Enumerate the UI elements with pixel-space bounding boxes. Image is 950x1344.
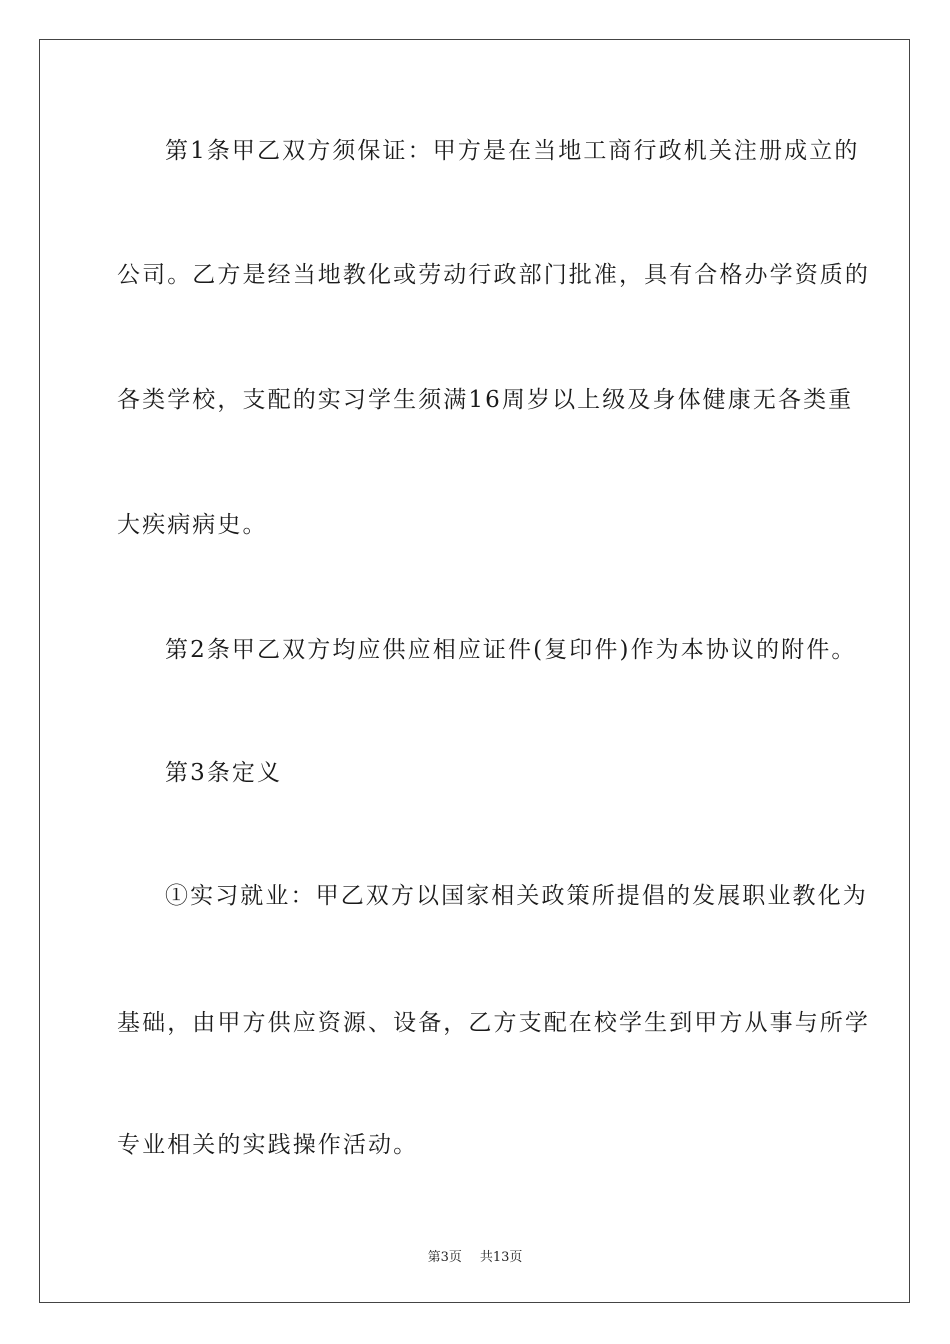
paragraph-line: 第1条甲乙双方须保证：甲方是在当地工商行政机关注册成立的 (165, 138, 860, 164)
paragraph-line: 基础，由甲方供应资源、设备，乙方支配在校学生到甲方从事与所学 (117, 1010, 870, 1036)
paragraph-line: 第2条甲乙双方均应供应相应证件(复印件)作为本协议的附件。 (165, 637, 857, 663)
section-heading: 第3条定义 (165, 760, 283, 786)
paragraph-line: 各类学校，支配的实习学生须满16周岁以上级及身体健康无各类重 (117, 387, 854, 413)
paragraph-line: ①实习就业：甲乙双方以国家相关政策所提倡的发展职业教化为 (165, 883, 868, 909)
page-total: 共13页 (479, 1250, 523, 1265)
page-border (39, 39, 910, 1303)
page-footer (0, 1246, 950, 1265)
paragraph-line: 专业相关的实践操作活动。 (117, 1132, 419, 1158)
page-number: 第3页 (427, 1250, 462, 1265)
paragraph-line: 公司。乙方是经当地教化或劳动行政部门批准，具有合格办学资质的 (117, 262, 870, 288)
paragraph-line: 大疾病病史。 (117, 512, 268, 538)
